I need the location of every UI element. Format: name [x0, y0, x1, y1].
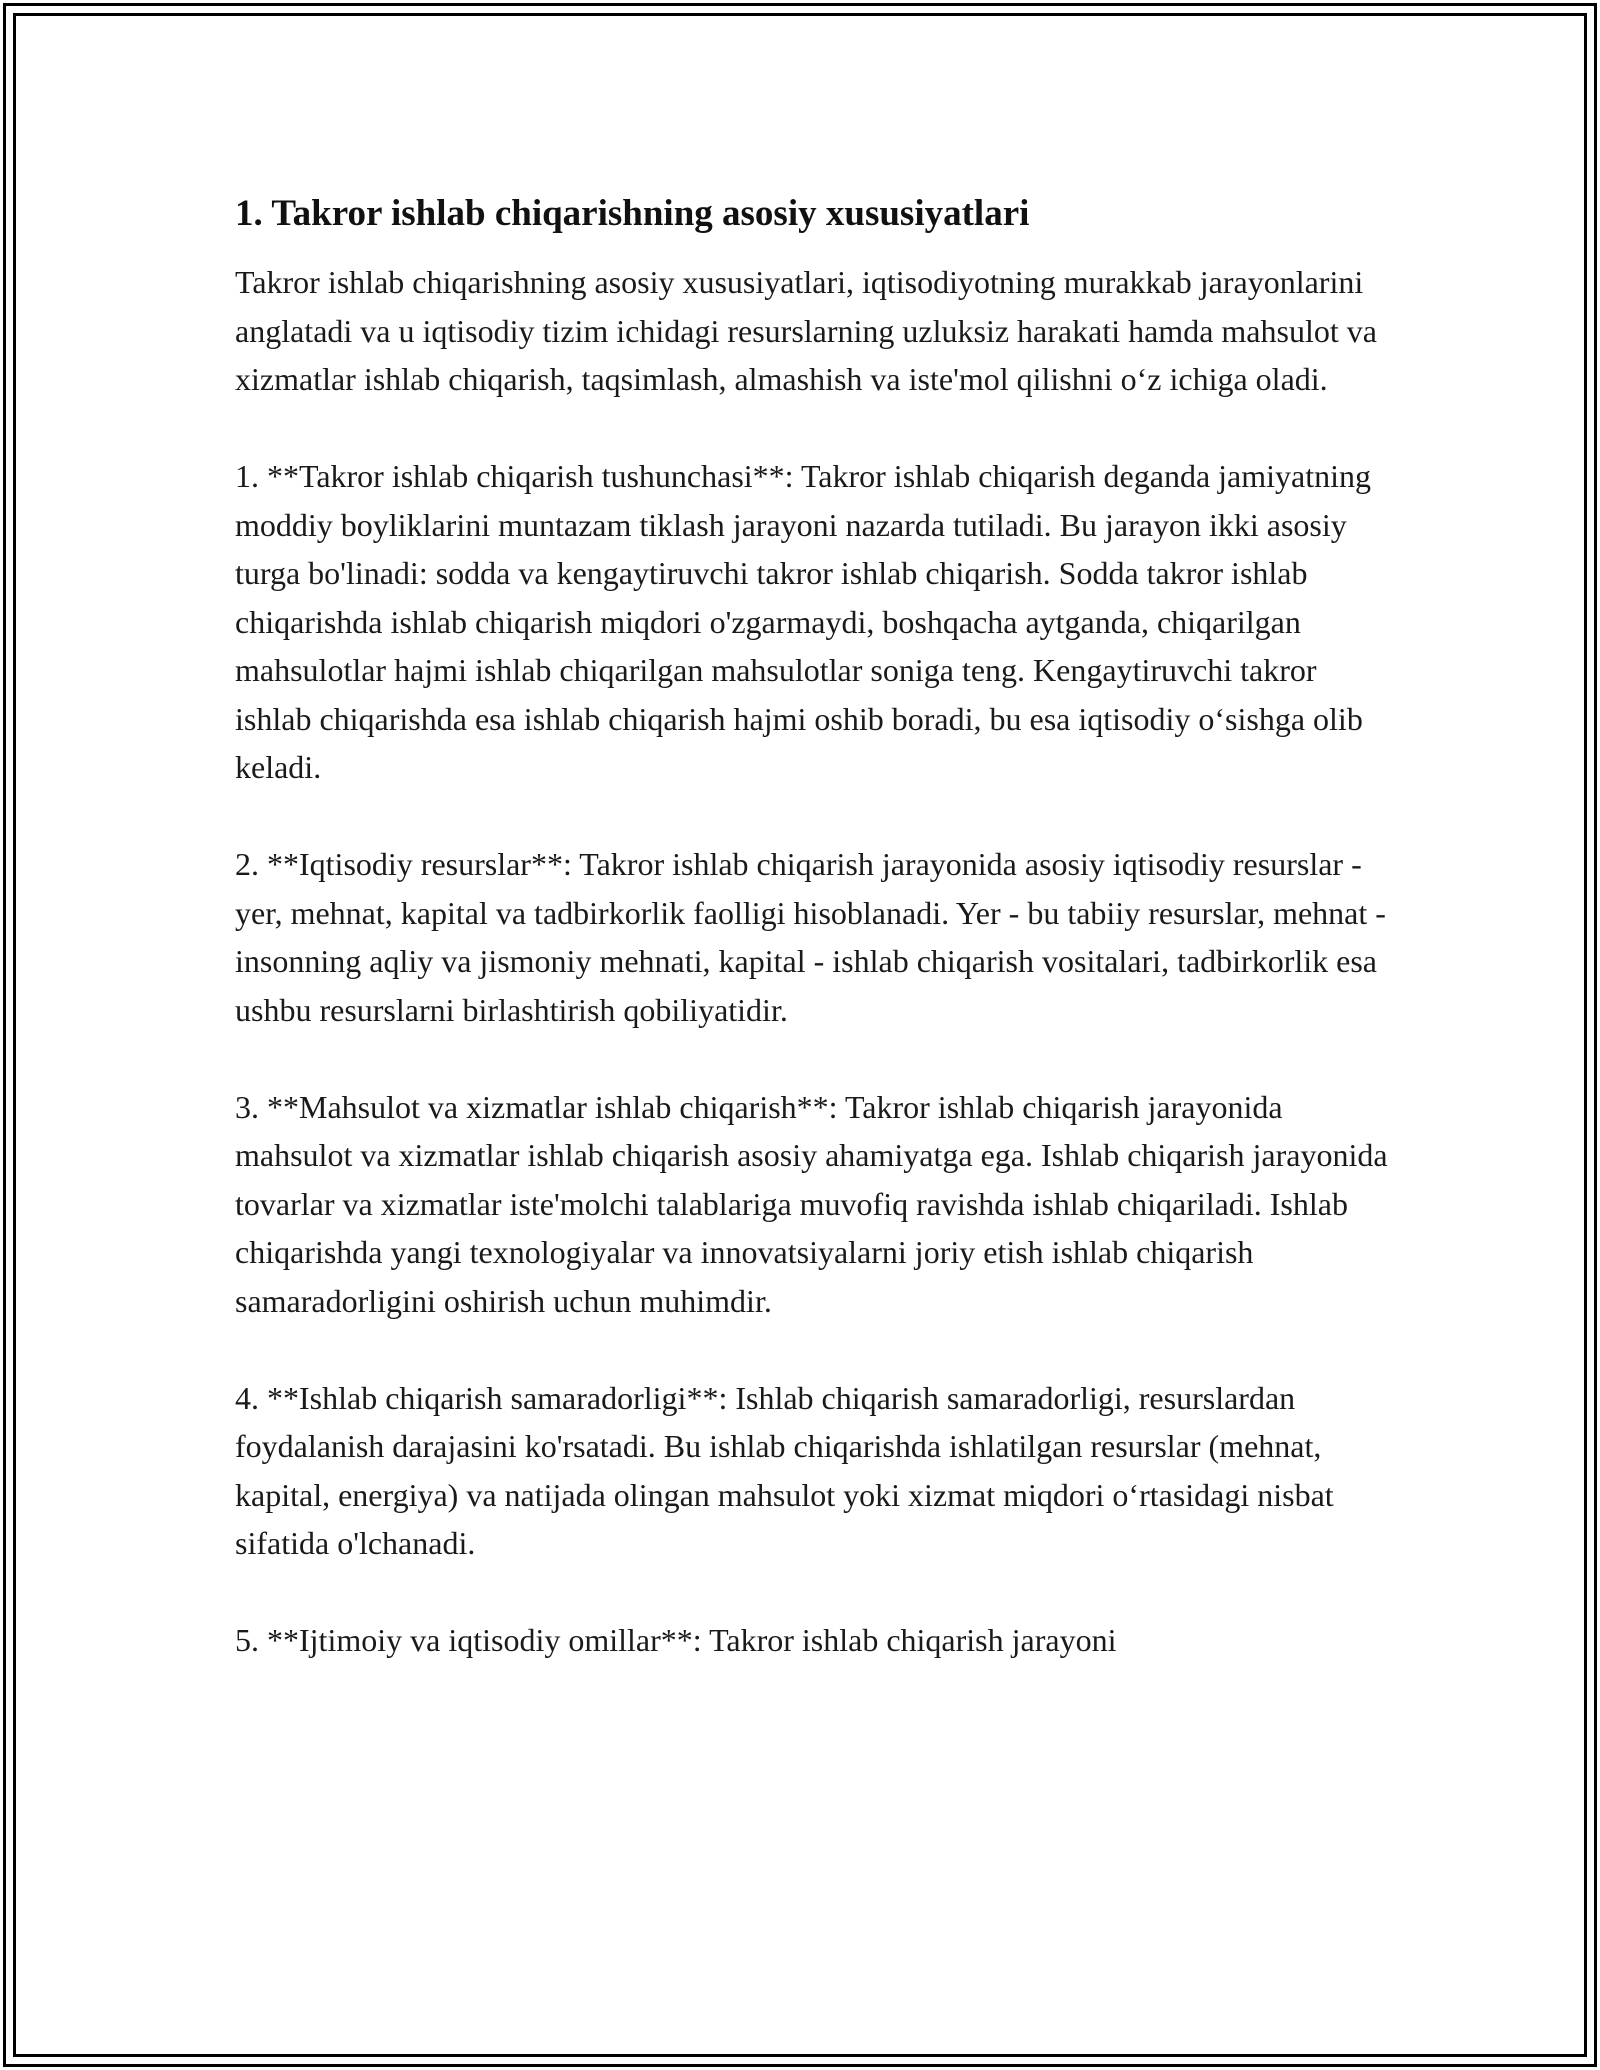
- paragraph-2: 2. **Iqtisodiy resurslar**: Takror ishlab chiqarish jarayonida asosiy iqtisodiy resurslar - yer, mehnat, kapital va tadbirkorlik faolligi hisoblanadi. Yer - bu tabiiy resurslar, mehnat - insonning aqliy va jismoniy mehnati, kapital - ishlab chiqarish vositalari, tadbirkorlik esa ushbu resurslarni birlashtirish qobiliyatidir.: [235, 846, 1386, 1028]
- paragraph-1: 1. **Takror ishlab chiqarish tushunchasi**: Takror ishlab chiqarish deganda jamiyatning moddiy boyliklarini muntazam tiklash jarayoni nazarda tutiladi. Bu jarayon ikki asosiy turga bo'linadi: sodda va kengaytiruvchi takror ishlab chiqarish. Sodda takror ishlab chiqarishda ishlab chiqarish miqdori o'zgarmaydi, boshqacha aytganda, chiqarilgan mahsulotlar hajmi ishlab chiqarilgan mahsulotlar soniga teng. Kengaytiruvchi takror ishlab chiqarishda esa ishlab chiqarish hajmi oshib boradi, bu esa iqtisodiy o‘sishga olib keladi.: [235, 458, 1371, 785]
- intro-paragraph: Takror ishlab chiqarishning asosiy xususiyatlari, iqtisodiyotning murakkab jarayonlarini anglatadi va u iqtisodiy tizim ichidagi resurslarning uzluksiz harakati hamda mahsulot va xizmatlar ishlab chiqarish, taqsimlash, almashish va iste'mol qilishni o‘z ichiga oladi.: [235, 264, 1377, 397]
- section-heading: 1. Takror ishlab chiqarishning asosiy xususiyatlari: [235, 193, 1030, 234]
- paragraph-3: 3. **Mahsulot va xizmatlar ishlab chiqarish**: Takror ishlab chiqarish jarayonida mahsulot va xizmatlar ishlab chiqarish asosiy ahamiyatga ega. Ishlab chiqarish jarayonida tovarlar va xizmatlar iste'molchi talablariga muvofiq ravishda ishlab chiqariladi. Ishlab chiqarishda yangi texnologiyalar va innovatsiyalarni joriy etish ishlab chiqarish samaradorligini oshirish uchun muhimdir.: [235, 1088, 1388, 1319]
- document-body: [235, 188, 1395, 1713]
- paragraph-4: 4. **Ishlab chiqarish samaradorligi**: Ishlab chiqarish samaradorligi, resurslardan foydalanish darajasini ko'rsatadi. Bu ishlab chiqarishda ishlatilgan resurslar (mehnat, kapital, energiya) va natijada olingan mahsulot yoki xizmat miqdori o‘rtasidagi nisbat sifatida o'lchanadi.: [235, 1379, 1334, 1561]
- paragraph-5: 5. **Ijtimoiy va iqtisodiy omillar**: Takror ishlab chiqarish jarayoni: [235, 1622, 1117, 1658]
